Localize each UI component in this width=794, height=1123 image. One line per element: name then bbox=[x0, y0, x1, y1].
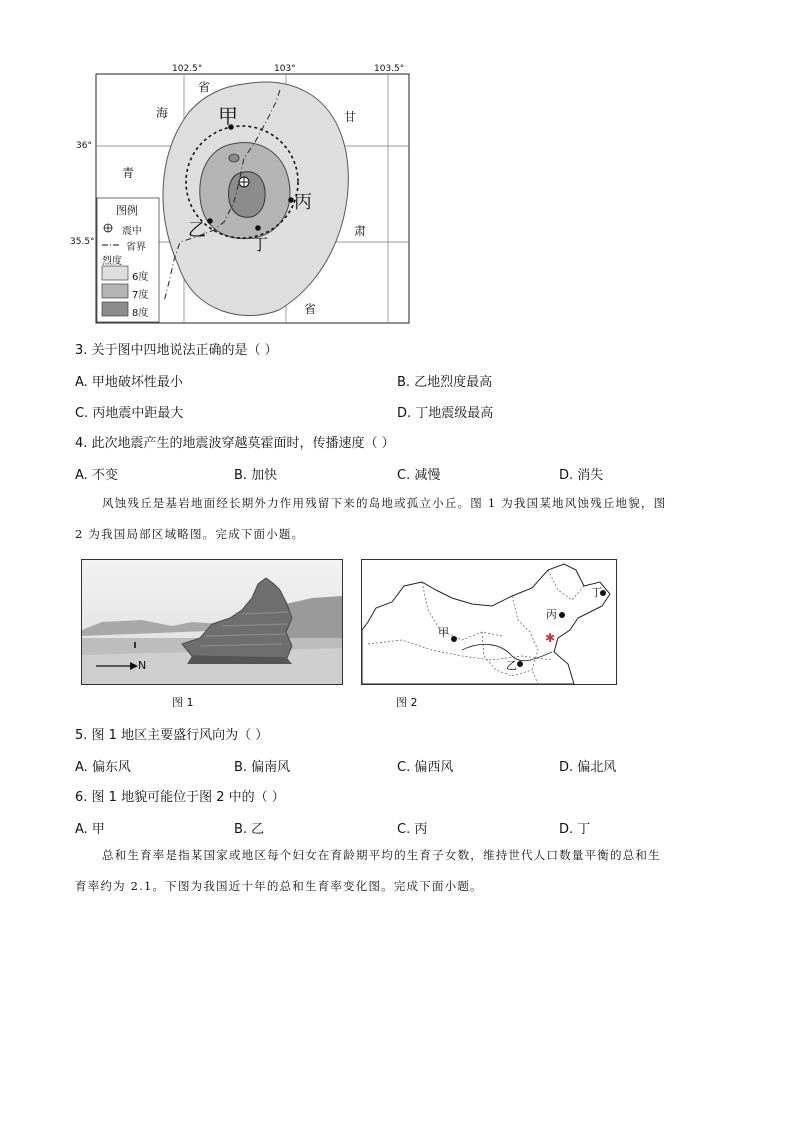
q5-option-c[interactable]: C. 偏西风 bbox=[397, 760, 454, 775]
q5-option-b[interactable]: B. 偏南风 bbox=[234, 760, 291, 775]
q6-stem: 6. 图 1 地貌可能位于图 2 中的（ ） bbox=[75, 790, 285, 805]
fig2-label-jia: 甲 bbox=[438, 626, 449, 639]
capital-star: ✱ bbox=[545, 631, 556, 645]
place-label-bing: 丙 bbox=[294, 192, 312, 213]
fig2-label-bing: 丙 bbox=[546, 608, 557, 621]
legend-swatch-7 bbox=[102, 284, 128, 298]
china-map-svg bbox=[362, 560, 616, 684]
lon-label-1035: 103.5° bbox=[374, 64, 405, 74]
place-yi-dot bbox=[207, 218, 213, 224]
province-char-gan: 甘 bbox=[344, 110, 357, 124]
q3-option-d[interactable]: D. 丁地震级最高 bbox=[397, 406, 494, 421]
q6-option-c[interactable]: C. 丙 bbox=[397, 822, 428, 837]
figure2-caption: 图 2 bbox=[396, 696, 418, 709]
figure1-photo bbox=[81, 559, 343, 685]
earthquake-intensity-map bbox=[70, 62, 414, 328]
place-bing-dot bbox=[288, 197, 294, 203]
fig2-label-yi: 乙 bbox=[506, 659, 517, 672]
q6-option-a[interactable]: A. 甲 bbox=[75, 822, 105, 837]
q4-option-b[interactable]: B. 加快 bbox=[234, 468, 278, 483]
legend-intensity-title: 烈度 bbox=[102, 256, 122, 267]
province-char-su: 肃 bbox=[354, 224, 367, 238]
q5-stem: 5. 图 1 地区主要盛行风向为（ ） bbox=[75, 728, 269, 743]
lon-label-103: 103° bbox=[274, 64, 296, 74]
figure1-caption: 图 1 bbox=[172, 696, 194, 709]
legend-boundary-label: 省界 bbox=[126, 242, 146, 253]
passage2-line2: 育率约为 2.1。下图为我国近十年的总和生育率变化图。完成下面小题。 bbox=[75, 879, 483, 893]
province-char-sheng-top: 省 bbox=[198, 80, 211, 94]
intensity-zone-8-small bbox=[229, 154, 239, 162]
place-label-yi: 乙 bbox=[188, 220, 206, 241]
passage1-line1: 风蚀残丘是基岩地面经长期外力作用残留下来的岛地或孤立小丘。图 1 为我国某地风蚀残丘地貌，图 bbox=[102, 496, 667, 510]
legend-swatch-6 bbox=[102, 266, 128, 280]
passage2-line1: 总和生育率是指某国家或地区每个妇女在育龄期平均的生育子女数，维持世代人口数量平衡的总和生 bbox=[102, 848, 661, 862]
lon-label-1025: 102.5° bbox=[172, 64, 203, 74]
fig2-dot-bing bbox=[559, 612, 565, 618]
fig2-label-ding: 丁 bbox=[591, 586, 602, 599]
yardang-photo-illustration bbox=[82, 560, 342, 684]
passage1-line2: 2 为我国局部区域略图。完成下面小题。 bbox=[75, 527, 305, 541]
lat-label-355: 35.5° bbox=[70, 237, 95, 247]
province-char-qing: 青 bbox=[122, 166, 135, 180]
figure2-map bbox=[361, 559, 617, 685]
q5-option-d[interactable]: D. 偏北风 bbox=[559, 760, 617, 775]
q4-option-a[interactable]: A. 不变 bbox=[75, 468, 118, 483]
q6-option-b[interactable]: B. 乙 bbox=[234, 822, 265, 837]
place-ding-dot bbox=[255, 225, 261, 231]
q3-option-c[interactable]: C. 丙地震中距最大 bbox=[75, 406, 184, 421]
legend-level-8: 8度 bbox=[132, 308, 149, 319]
fig2-dot-yi bbox=[517, 661, 523, 667]
legend-epicenter-icon bbox=[104, 224, 112, 232]
legend-title: 图例 bbox=[116, 204, 138, 217]
q5-option-a[interactable]: A. 偏东风 bbox=[75, 760, 131, 775]
q4-stem: 4. 此次地震产生的地震波穿越莫霍面时，传播速度（ ） bbox=[75, 436, 395, 451]
legend-level-7: 7度 bbox=[132, 290, 149, 301]
legend-swatch-8 bbox=[102, 302, 128, 316]
q6-option-d[interactable]: D. 丁 bbox=[559, 822, 591, 837]
epicenter-symbol bbox=[239, 177, 249, 187]
country-outline bbox=[362, 564, 610, 684]
place-label-ding: 丁 bbox=[252, 235, 269, 254]
q3-option-a[interactable]: A. 甲地破坏性最小 bbox=[75, 375, 183, 390]
legend-epicenter-label: 震中 bbox=[122, 226, 142, 237]
q4-option-d[interactable]: D. 消失 bbox=[559, 468, 604, 483]
province-char-hai: 海 bbox=[156, 106, 169, 120]
legend-level-6: 6度 bbox=[132, 272, 149, 283]
lat-label-36: 36° bbox=[76, 141, 92, 151]
q3-option-b[interactable]: B. 乙地烈度最高 bbox=[397, 375, 493, 390]
q4-option-c[interactable]: C. 减慢 bbox=[397, 468, 441, 483]
place-label-jia: 甲 bbox=[218, 104, 238, 128]
q3-stem: 3. 关于图中四地说法正确的是（ ） bbox=[75, 343, 278, 358]
north-arrow-label: N bbox=[138, 659, 147, 672]
province-char-sheng-bottom: 省 bbox=[304, 302, 317, 316]
fig2-dot-jia bbox=[451, 636, 457, 642]
